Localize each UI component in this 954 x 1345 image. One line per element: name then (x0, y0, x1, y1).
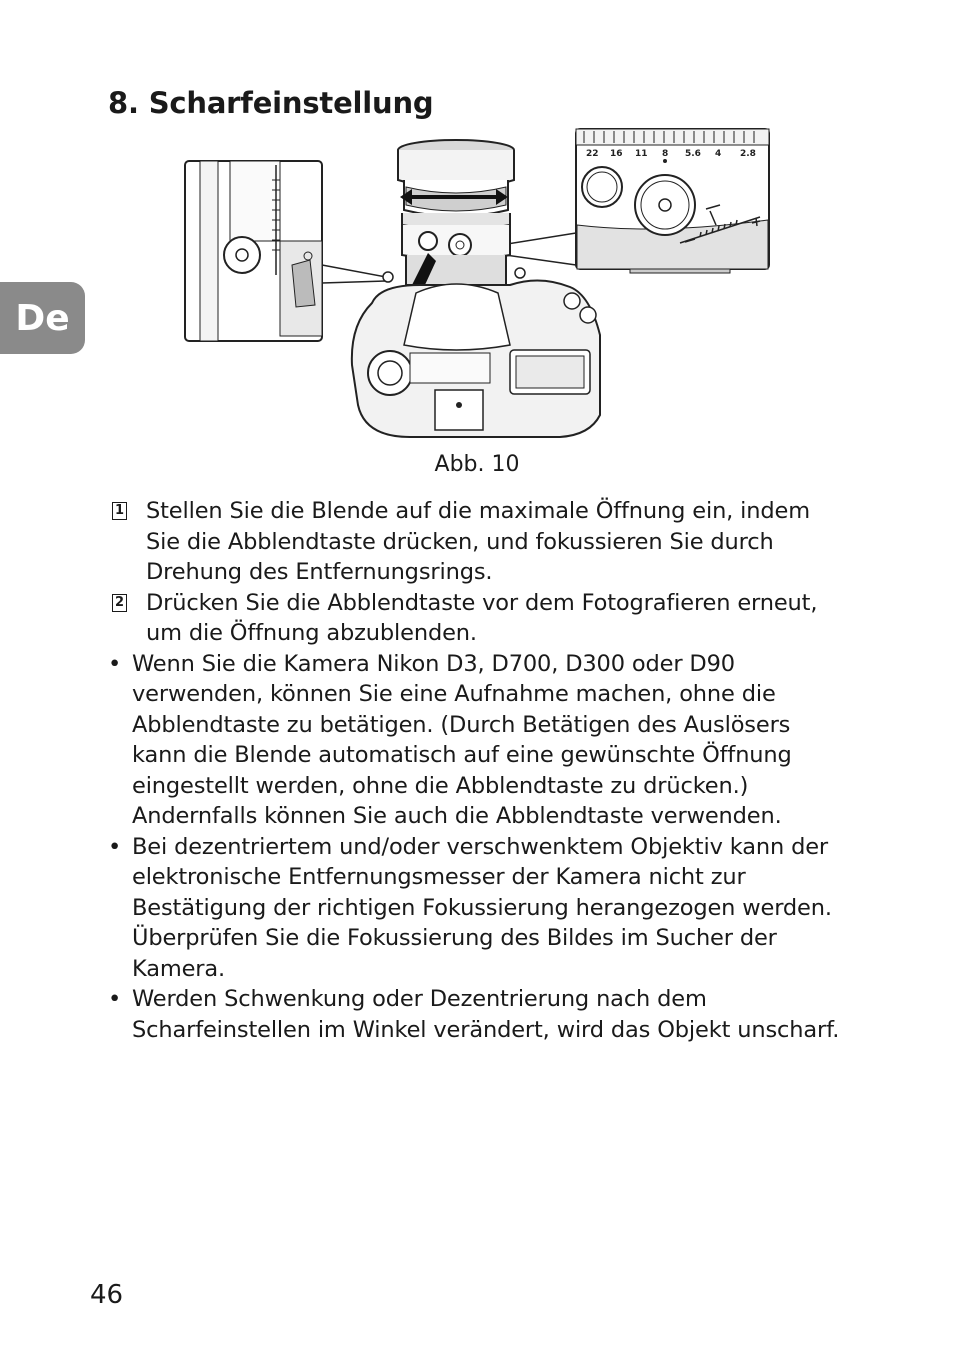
lens-side-inset (185, 161, 322, 341)
bullet-item (108, 649, 848, 832)
camera-lens-illustration (180, 125, 780, 445)
bullet-text: Bei dezentriertem und/oder verschwenktem Objektiv kann der elektronische Entfernungsmesser der Kamera nicht zur Bestätigung der richtigen Fokussierung herangezogen werden. Überprüfen Sie die Fokussierung des Bildes im Sucher der Kamera. (132, 833, 832, 982)
step-1 (108, 496, 848, 588)
bullet-icon: • (108, 650, 122, 677)
depth-of-field-preview-button (419, 232, 437, 250)
step-number-box: 2 (112, 594, 127, 612)
bullet-item (108, 984, 848, 1045)
step-text: Drücken Sie die Abblendtaste vor dem Fotografieren erneut, um die Öffnung abzublenden. (146, 589, 818, 646)
step-text: Stellen Sie die Blende auf die maximale Öffnung ein, indem Sie die Abblendtaste drücken, und fokussieren Sie durch Drehung des Entfernungsrings. (146, 498, 810, 585)
aperture-label-5-6: 5.6 (685, 149, 701, 159)
aperture-label-4: 4 (715, 149, 722, 159)
lens-knob-icon (449, 234, 471, 256)
bullet-text: Werden Schwenkung oder Dezentrierung nach dem Scharfeinstellen im Winkel verändert, wird das Objekt unscharf. (132, 986, 840, 1043)
bullet-icon: • (108, 833, 122, 860)
camera-body (352, 280, 600, 437)
aperture-label-8: 8 (662, 149, 669, 159)
aperture-label-11: 11 (635, 149, 648, 159)
figure-camera-illustration (180, 125, 780, 445)
page-number: 46 (90, 1280, 124, 1310)
aperture-label-2-8: 2.8 (740, 149, 756, 159)
bullet-item (108, 832, 848, 985)
page-title: 8. Scharfeinstellung (108, 86, 434, 120)
figure-caption: Abb. 10 (434, 452, 520, 477)
instructions (108, 496, 848, 1045)
tilt-shift-lens (383, 140, 525, 287)
language-tab: De (0, 282, 85, 354)
aperture-scale-inset (576, 129, 769, 273)
step-2 (108, 588, 848, 649)
bullet-text: Wenn Sie die Kamera Nikon D3, D700, D300 oder D90 verwenden, können Sie eine Aufnahme machen, ohne die Abblendtaste zu betätigen. (Durch Betätigen des Auslösers kann die Blende automatisch auf eine gewünschte Öffnung eingestellt werden, ohne die Abblendtaste zu drücken.) Andernfalls können Sie auch die Abblendtaste verwenden. (132, 650, 792, 829)
aperture-label-16: 16 (610, 149, 623, 159)
bullet-icon: • (108, 986, 122, 1012)
aperture-label-22: 22 (586, 149, 599, 159)
step-number-box: 1 (112, 502, 127, 520)
